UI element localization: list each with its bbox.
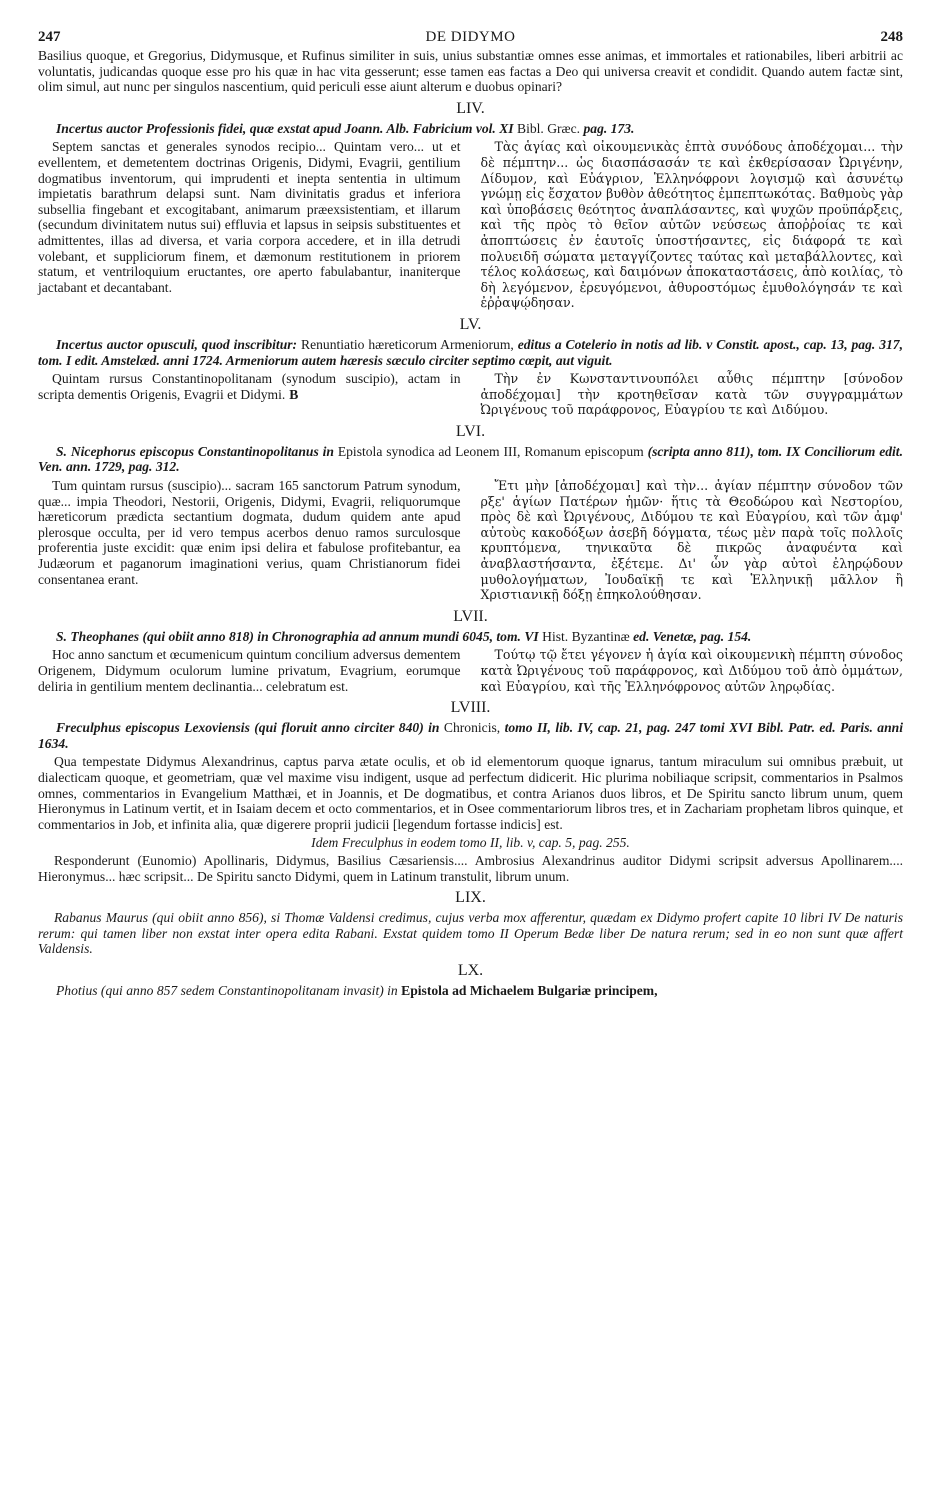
- greek-column: [481, 478, 904, 603]
- latin-column: [38, 371, 461, 418]
- section-number-liv: LIV.: [456, 99, 485, 117]
- latin-text: Hoc anno sanctum et œcumenicum quintum concilium adversus dementem Origenem, Didymum oculorum lumine privatum, Evagrium, eorumque deliria in gentilium mentem declinantia... celebratum est.: [38, 647, 461, 694]
- section-heading-lv: Incertus auctor opusculi, quod inscribitur: Renuntiatio hæreticorum Armeniorum, editus a Cotelerio in notis ad lib. v Constit. apost., cap. 13, pag. 317, tom. I edit. Amstelæd. anni 1724. Armeniorum autem hæresis sæculo circiter septimo cœpit, aut viguit.: [38, 336, 903, 368]
- page-number-right: 248: [880, 29, 903, 45]
- greek-column: [481, 647, 904, 694]
- freculphus-paragraph-2: Responderunt (Eunomio) Apollinaris, Didymus, Basilius Cæsariensis.... Ambrosius Alexandrinus auditor Didymi scripsit adversus Apollinarem.... Hieronymus... hæc scripsit... De Spiritu sancto Didymi, quem in Latinum transtulit, librum unum.: [38, 852, 903, 884]
- section-heading-lvii: S. Theophanes (qui obiit anno 818) in Chronographia ad annum mundi 6045, tom. VI Hist. Byzantinæ ed. Venetæ, pag. 154.: [56, 628, 752, 644]
- parallel-text-lvii: [38, 647, 903, 694]
- rabanus-paragraph: Rabanus Maurus (qui obiit anno 856), si Thomæ Valdensi credimus, cujus verba mox afferentur, quædam ex Didymo profert capite 10 libri IV De naturis rerum: qui tamen liber non exstat inter opera edita Rabani. Exstat quidem tomo II Operum Bedæ liber De natura rerum; sed in eo non sunt quæ affert Valdensis.: [38, 910, 903, 957]
- section-number-lvi: LVI.: [455, 422, 486, 440]
- latin-column: [38, 139, 461, 311]
- greek-column: [481, 139, 904, 311]
- latin-column: [38, 647, 461, 694]
- section-heading-lx: Photius (qui anno 857 sedem Constantinopolitanam invasit) in Epistola ad Michaelem Bulgariæ principem,: [56, 982, 658, 998]
- section-number-lvii: LVII.: [453, 607, 488, 625]
- freculphus-paragraph: Qua tempestate Didymus Alexandrinus, captus parva ætate oculis, et ob id elementorum quoque ignarus, tantum miraculum sui omnibus præbuit, ut dialecticam quoque, et geometriam, quæ vel maxime visu indigent, usque ad perfectum didicerit. Hic plurima nobiliaque scripsit, commentarios in Psalmos omnes, commentarios in Evangelium Matthæi, et in Joannis, et De dogmatibus, et contra Arianos duos libros, et De Spiritu sancto librum unum, quem Hieronymus in Latinum vertit, et in Isaiam decem et octo commentarios, et in Osee commentariorum libros tres, et in Zachariam prophetam libros quinque, et commentarios in Job, et infinita alia, quæ digerere proprii judicii [legendum fortasse indicis] est.: [38, 754, 903, 832]
- section-heading-lviii: Freculphus episcopus Lexoviensis (qui floruit anno circiter 840) in Chronicis, tomo II, lib. IV, cap. 21, pag. 247 tomi XVI Bibl. Patr. ed. Paris. anni 1634.: [38, 720, 903, 751]
- section-heading-liv: Incertus auctor Professionis fidei, quæ exstat apud Joann. Alb. Fabricium vol. XI Bibl. Græc. pag. 173.: [56, 120, 635, 136]
- latin-text: Tum quintam rursus (suscipio)... sacram 165 sanctorum Patrum synodum, quæ... impia Theodori, Nestorii, Origenis, Didymi, Evagrii, reliquorumque hæreticorum prædicta sectantium dogmata, dudum quidem ante apud plerosque occulta, per id vero tempus acerbos denuo ramos surculosque proferentia juste excidit: quæ enim ipsi delira et fabulose profitebantur, ea Judæorum et paganorum imaginationi verius, quam Christianorum fidei consentanea erant.: [38, 478, 461, 587]
- running-title: DE DIDYMO: [425, 29, 516, 45]
- greek-text: Τούτῳ τῷ ἔτει γέγονεν ἡ ἁγία καὶ οἰκουμενικὴ πέμπτη σύνοδος κατὰ Ὠριγένους τοῦ παράφρονος, καὶ Διδύμου τοῦ ἀπὸ ὀμμάτων, καὶ Εὐαγρίου, καὶ τῆς Ἑλληνόφρονος αὐτῶν ληρῳδίας.: [480, 647, 903, 694]
- greek-text: Τὴν ἐν Κωνσταντινουπόλει αὖθις πέμπτην [σύνοδον ἀποδέχομαι] τὴν κροτηθεῖσαν κατὰ τῶν συγγραμμάτων Ὠριγένους τοῦ παράφρονος, Εὐαγρίου τε καὶ Διδύμου.: [480, 371, 903, 418]
- latin-text: Septem sanctas et generales synodos recipio... Quintam vero... ut et evellentem, et demetentem doctrinas Origenis, Didymi, Evagrii, gentilium dogmatibus inventorum, qui imprudenti et inepta sententia in ultimum impietatis barathrum delapsi sunt. Nam divinitatis gradus et inferiora subsellia fingebant et excogitabant, animarum præexsistentiam, et illarum (secundum divinitatem nutus sui) effluvia et lapsus in seipsis substituentes et admittentes, illas ad diversa, et varia corpora accedere, et in illa detrudi volebant, et suppliciorum finem, et dæmonum restitutionem in priorem statum, et ventriloquium eructantes, ore aperto fabulabantur, inaniterque jactabant et decantabant.: [38, 139, 461, 295]
- parallel-text-liv: [38, 139, 903, 311]
- section-number-lviii: LVIII.: [450, 699, 491, 717]
- running-head: [38, 28, 903, 46]
- section-number-lix: LIX.: [455, 889, 486, 907]
- parallel-text-lv: [38, 371, 903, 418]
- parallel-text-lvi: [38, 478, 903, 603]
- page-number-left: 247: [38, 29, 61, 45]
- greek-column: [481, 371, 904, 418]
- margin-marker: B: [289, 386, 299, 402]
- section-number-lv: LV.: [459, 315, 482, 333]
- greek-text: Τὰς ἁγίας καὶ οἰκουμενικὰς ἑπτὰ συνόδους ἀποδέχομαι... τὴν δὲ πέμπτην... ὡς διασπάσασάν τε καὶ ἐκθερίσασαν Ὠριγένην, Δίδυμον, καὶ Εὐάγριον, Ἑλληνόφρονι λογισμῷ καὶ ἀσυνέτῳ γνώμῃ εἰς ἔσχατον βυθὸν ἀθεότητος ἐμπεπτωκότας. Βαθμοὺς γὰρ καὶ ὑποβάσεις θεότητος ἀναπλάσαντες, καὶ ψυχῶν προϋπάρξεις, καὶ τῆς πρὸς τὸ θεῖον αὐτῶν νεύσεως ἀποῤῥοίας τε καὶ ἀποπτώσεις ἐν ἑαυτοῖς ὑποστήσαντες, εἰς διάφορά τε καὶ πολυειδῆ σώματα μεταγγίζοντες ταύτας καὶ μεταβάλλοντες, καὶ τέλος κολάσεως, καὶ δαιμόνων ἀποκαταστάσεις, ἀπὸ κοιλίας, τὸ δὴ λεγόμενον, ἐρευγόμενοι, ἀθυροστόμως ἐμυθολόγησάν τε καὶ ἐῤῥαψῴδησαν.: [480, 139, 903, 311]
- intro-paragraph: Basilius quoque, et Gregorius, Didymusque, et Rufinus similiter in suis, unius substantiæ omnes esse animas, et immortales et rationabiles, liberi arbitrii ac voluntatis, judicandas quoque esse pro his quæ in hac vita gesserunt; esse tamen eas factas a Deo qui universa creavit et condidit. Quando autem factæ sint, olim simul, aut nunc per singulos nascentium, quid periculi esse aiunt alterum e duobus opinari?: [38, 48, 903, 95]
- sub-heading-freculphus: Idem Freculphus in eodem tomo II, lib. v, cap. 5, pag. 255.: [311, 835, 630, 851]
- section-heading-lvi: S. Nicephorus episcopus Constantinopolitanus in Epistola synodica ad Leonem III, Romanum episcopum (scripta anno 811), tom. IX Conciliorum edit. Ven. ann. 1729, pag. 312.: [38, 443, 903, 475]
- greek-text: Ἔτι μὴν [ἀποδέχομαι] καὶ τὴν... ἁγίαν πέμπτην σύνοδον τῶν ρξε' ἁγίων Πατέρων ἡμῶν· ἥτις τὰ Θεοδώρου καὶ Νεστορίου, πρὸς δὲ καὶ Ὠριγένους, Διδύμου τε καὶ Εὐαγρίου, καὶ τῶν ἀμφ' αὐτοὺς κακοδόξων ἀσεβῆ δόγματα, τέως μὲν παρὰ τοῖς πολλοῖς κρυπτόμενα, τηνικαῦτα δὲ πικρῶς ἀναφυέντα καὶ ἀναβλαστήσαντα, ἐξέτεμε. Δι' ὧν γὰρ αὐτοὶ ἐληρῴδουν μυθολογήματων, Ἰουδαϊκῇ τε καὶ Ἑλληνικῇ μᾶλλον ἢ Χριστιανικῇ δόξῃ ἐπηκολούθησαν.: [480, 478, 903, 603]
- section-number-lx: LX.: [457, 961, 484, 979]
- latin-column: [38, 478, 461, 603]
- latin-text: Quintam rursus Constantinopolitanam (synodum suscipio), actam in scripta dementis Origenis, Evagrii et Didymi. B: [38, 371, 461, 402]
